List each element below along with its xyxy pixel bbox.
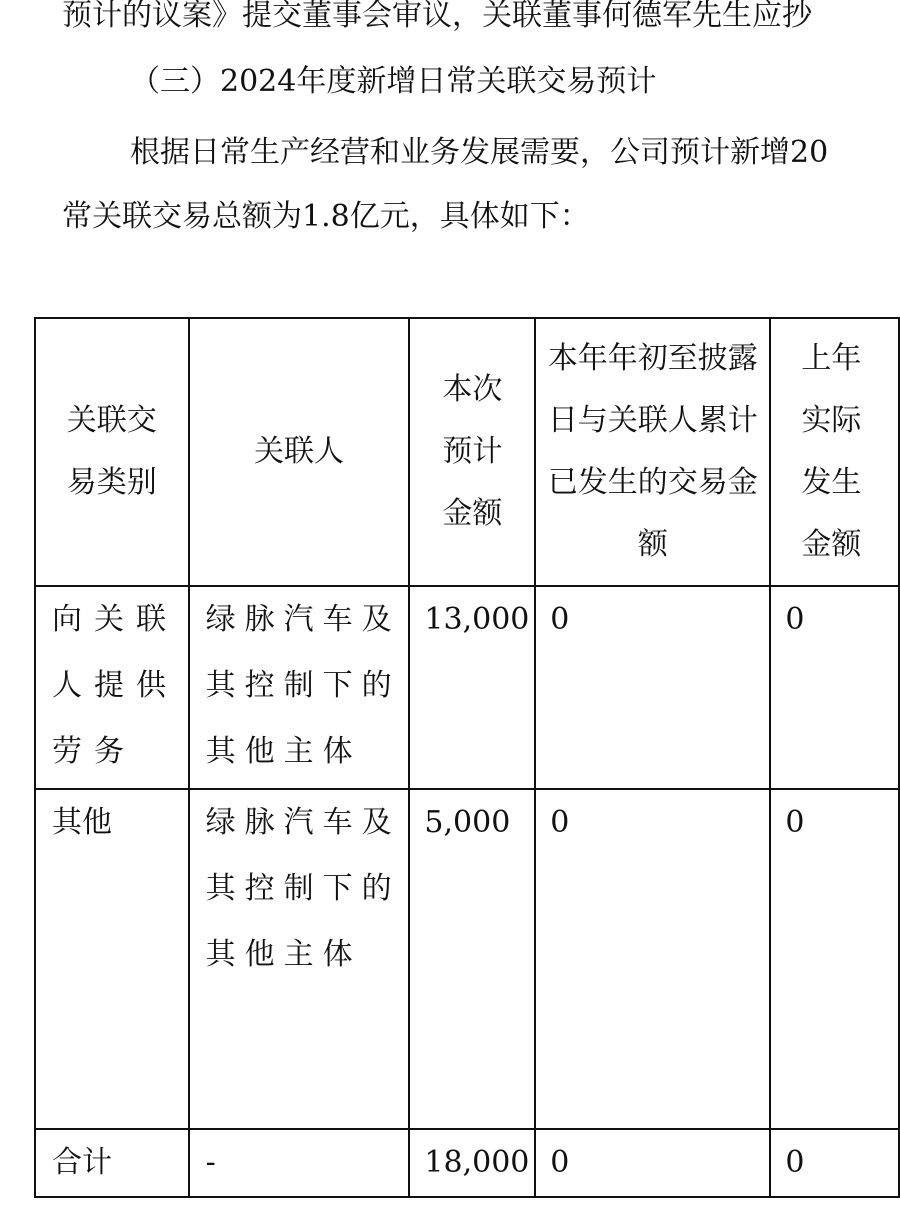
table-header-row	[35, 318, 899, 586]
header-last-year-amount: 上年实际发生金额	[770, 318, 899, 586]
table-row	[35, 586, 899, 789]
total-party: -	[189, 1129, 410, 1197]
row2-planned: 5,000	[409, 789, 535, 1129]
header-category: 关联交易类别	[35, 318, 189, 586]
table-row	[35, 789, 899, 1129]
related-transactions-table	[34, 317, 900, 1198]
paragraph-line-4: 常关联交易总额为1.8亿元，具体如下：	[62, 199, 590, 234]
row2-category: 其他	[35, 789, 189, 1129]
header-party: 关联人	[189, 318, 410, 586]
row1-ytd: 0	[535, 586, 770, 789]
total-planned: 18,000	[409, 1129, 535, 1197]
row1-last-year: 0	[770, 586, 899, 789]
row1-category: 向关联人提供劳务	[35, 586, 189, 789]
header-ytd-amount: 本年年初至披露日与关联人累计已发生的交易金额	[535, 318, 770, 586]
total-last-year: 0	[770, 1129, 899, 1197]
section-heading: （三）2024年度新增日常关联交易预计	[130, 64, 657, 99]
header-planned-amount: 本次预计金额	[409, 318, 535, 586]
total-ytd: 0	[535, 1129, 770, 1197]
row2-ytd: 0	[535, 789, 770, 1129]
row1-party: 绿脉汽车及其控制下的其他主体	[189, 586, 410, 789]
paragraph-line-1: 预计的议案》提交董事会审议，关联董事何德军先生应抄	[62, 0, 812, 33]
table-row-total	[35, 1129, 899, 1197]
paragraph-line-3: 根据日常生产经营和业务发展需要，公司预计新增20	[130, 135, 829, 170]
total-label: 合计	[35, 1129, 189, 1197]
row2-party: 绿脉汽车及其控制下的其他主体	[189, 789, 410, 1129]
row2-last-year: 0	[770, 789, 899, 1129]
row1-planned: 13,000	[409, 586, 535, 789]
